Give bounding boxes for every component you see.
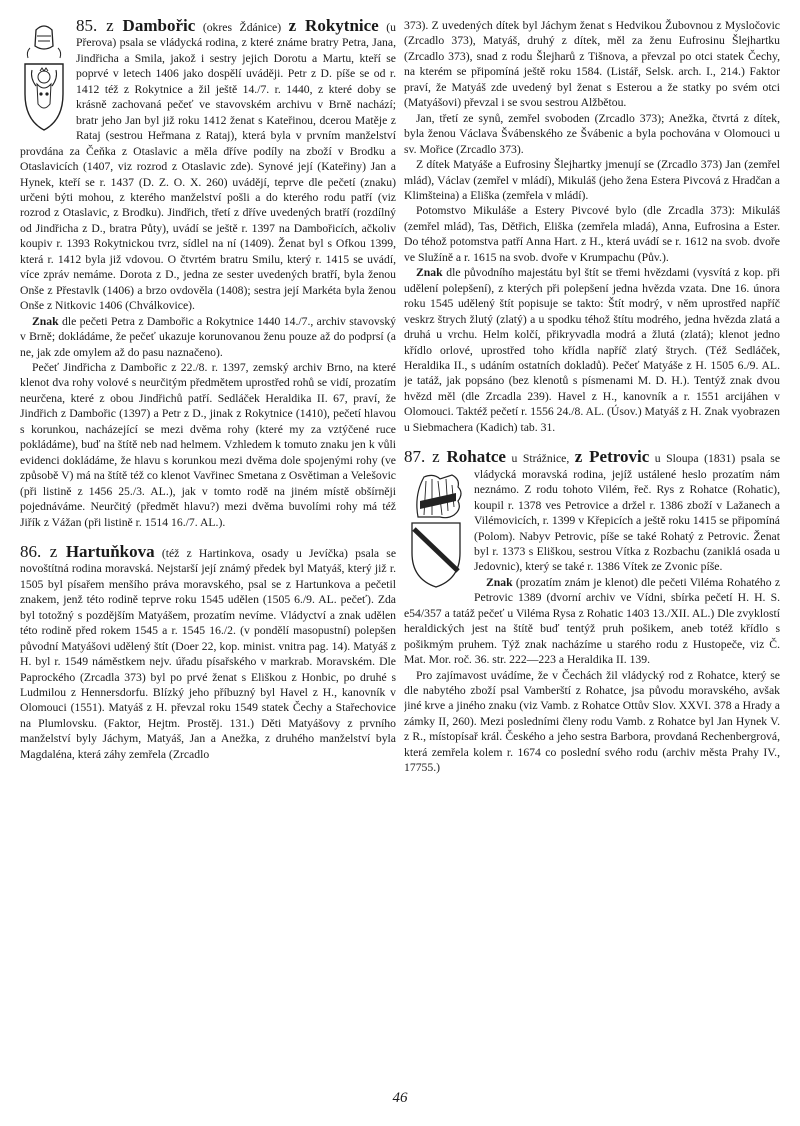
right-column bbox=[404, 18, 780, 1093]
section-86-sons: Jan, třetí ze synů, zemřel svoboden (Zrcadlo 373); Anežka, čtvrtá z dítek, byla ženou Václava Švábenského ze Švábenic a byla pochována v Olomouci u sv. Mořice (Zrcadlo 373). bbox=[404, 111, 780, 156]
section-85-intro: 85. z Dambořic (okres Ždánice) z Rokytnice (u Přerova) psala se vládycká rodina, z které známe bratry Petra, Jana, Jindřicha a Smila, jakož i sestry jejich Dorotu a Martu, kteří se poprvé v letech 1406 jako dospělí uváději. Petr z D. píše se od r. 1412 též z Rokytnice a žil ještě 14./7. r. 1440, z které doby se krásně zachovaná pečeť ve stavovském archivu v Brně nachází; bratr jeho Jan byl již roku 1412 ženat s Kateřinou, dcerou Matěje z Rataj (sestrou Heřmana z Rataj), která byla v prvním manželství provdána za Čeňka z Otaslavic a měla dříve podíly na zboží v Brodku a Otaslavicích (1407, viz rozrod z Otaslavic zde). Synové její (Kateřiny) Jan a Hynek, kteří se r. 1437 (D. Z. O. X. 260) uvádějí, teprve dle pečetí (znaku) určeni býti mohou, z kterého manželství pošli a do kterého rodu patří (viz rozrod z Otaslavic, z Brodku). Jindřich, třetí z dříve uvedených bratří (rozdílný od Jindřicha z D., bratra Půty), uvádí se ještě r. 1397 na Dambořicích, ačkoliv koupiv r. 1393 Rokytnickou tvrz, sídlel na ní (1409). Ženat byl s Ofkou 1399, která r. 1412 byla již vdovou. O čtvrtém bratru Smilu, který r. 1415 se uvádí, více zpráv nemáme. Dorota z D., jedna ze sester uvedených bratří, byla ženou Onše z Přestavlk (1406) a brzo ovdověla (1408); sestra její Markéta byla ženou Onše z Nitkovic 1406 (Chválkovice). bbox=[20, 18, 396, 313]
left-column bbox=[20, 18, 396, 1093]
section-87-coat-of-arms: Znak (prozatím znám je klenot) dle pečeti Viléma Rohatého z Petrovic 1389 (dvorní archiv ve Vídni, sbírka pečetí H. H. S. e54/357 a tatáž pečeť u Viléma Rysa z Rohatic 1403 13./XII. AL.) Dle zvyklostí heraldických jest na štítě buď tentýž pruh pošikem, aneb totéž křídlo s pošikmým pruhem. Týž znak nacházíme u starého rodu z Hustopeče, viz Č. Mat. Mor. roč. 36. str. 222—223 a Heraldika II. 139. bbox=[404, 575, 780, 667]
section-86-descendants: Potomstvo Mikuláše a Estery Pivcové bylo (dle Zrcadla 373): Mikuláš (zemřel mlád), Tas, Dětřich, Eliška (zemřela mladá), Anna, Eufrosina a Ester. Do téhož potomstva patří Anna Hart. z H., která uvádí se r. 1612 na svob. dvoře ve Služíně a r. 1615 na svob. dvoře v Krumpachu (Pův.). bbox=[404, 204, 780, 264]
section-85-seal-paragraph: Pečeť Jindřicha z Dambořic z 22./8. r. 1397, zemský archiv Brno, na které klenot dva rohy volové s neurčitým předmětem uprostřed rohů se vidí, prozatím neurčena, které z obou Jindřichů patří. Sedláček Heraldika II. 67, praví, že Jindřich z Dambořic (1397) a Petr z D., jinak z Rokytnice (1410), pečetí hlavou s korunkou, nacházející se mezi dvěma rohy (které my za vztýčené ruce pokládáme), buď na štítě neb nad helmem. Vzhledem k tomuto znaku jen k vůli evidenci dokládáme, že hlavu s korunkou mezi dvěma dole spojenými rohy (ve způsobě V) má na štítě též co klenot Vavřinec Smetana z Osvětiman a Velešovic (při listině z 1456 25./3. AL.), jak v tomto rodě na jiném místě obšírněji pojednáváme. Neurčitý (předmět hlavu?) mezi dvěma buvolími rohy má též Jiřík z Vážan (při listině r. 1514 16./7. AL.). bbox=[20, 360, 396, 529]
coat-of-arms-wing-icon bbox=[404, 471, 466, 589]
section-85-heading: 85. z Dambořic bbox=[76, 18, 196, 35]
section-87-bohemian-branch: Pro zajímavost uvádíme, že v Čechách žil vládycký rod z Rohatce, který se dle nabytého zboží psal Vamberští z Rohatce, jsa původu moravského, avšak jiné krve a jiného znaku (viz Vamb. z Rohatce Ottův Slov. XXVI. 378 a Hrady a zámky II, 260). Mezi posledními členy rodu Vamb. z Rohatce byl Jan Hynek V. z R., místopísař král. Českého a jeho sestra Barbora, provdaná Rechenbergrová, která zemřela kolem r. 1674 co poslední svého rodu (archiv města Prahy IV., 17755.) bbox=[404, 668, 780, 775]
section-86-continued: 373). Z uvedených dítek byl Jáchym ženat s Hedvikou Žubovnou z Mysločovic (Zrcadlo 373), Matyáš, druhý z dítek, měl za ženu Eufrosinu Šlejhartku (Zrcadlo 373), snad z rodu Šlejharů z Tišnova, a převzal po otci statek Čechy, na kterém se připomíná ještě roku 1584. (Listář, Selsk. arch. I., 214.) Faktor praví, že Matyáš zde uvedený byl ženat s Esterou a že statky po svém otci (Matyášovi) převzal i se svou sestrou Alžbětou. bbox=[404, 19, 780, 110]
section-86-children: Z dítek Matyáše a Eufrosiny Šlejhartky jmenují se (Zrcadlo 373) Jan (zemřel mlád), Václav (zemřel v mládí), Mikuláš (jeho žena Estera Pivcová z Hradčan a Klimšteina) a Eliška (zemřela v mládí). bbox=[404, 158, 780, 202]
coat-of-arms-crowned-woman-icon bbox=[20, 22, 68, 132]
section-86-coat-of-arms: Znak dle původního majestátu byl štít se třemi hvězdami (vysvítá z kop. při udělení polepšení), z kterých při polepšení jedna hvězda vzata. Dne 16. února roku 1545 udělený štít popisuje se takto: Štít modrý, v něm uprostřed napříč veskrz štrych žlutý (zlatý) a u spodku téhož štítu modrého, jedna hvězda zlatá a druhá u vrchu. Helm kolčí, přikryvadla modrá a žlutá (zlatá); klenot jedno křídlo orlové, uprostřed toho křídla napříč zlatý štrych. (Též Sedláček, Heraldika II., s udáním ostatních dokladů). Pečeť Matyáše z H. 1505 6./9. AL. je tatáž, jak popsáno (bez klenotů s písmenami M. D. H.). Tentýž znak dvou hvězd měl (dle Zrcadla 239). Havel z H., kanovník a r. 1551 arcijáhen v Olomouci. Taktéž pečetí r. 1556 24./8. AL. (Úsov.) Matyáš z H. Znak vyobrazen u Siebmachera (Kadich) tab. 31. bbox=[404, 266, 780, 434]
section-87-intro: 87. z Rohatce u Strážnice, z Petrovic u Sloupa (1831) psala se vládycká moravská rodina, jejíž ustálené heslo prozatím nám neznámo. Z rodu tohoto Vilém, řeč. Rys z Rohatce (Rohatic), koupil r. 1378 ves Petrovice a držel r. 1386 zboží v Lažanech a Vilémovicích, r. 1399 v Křepicích a ještě roku 1415 se připomíná (Polom). Nabyv Petrovic, píše se také Rohatý z Petrovic. Ženat byl r. 1373 s Eliškou, sestrou Vítka z Rozbachu (zaniklá osada u Jedovnic), který se také r. 1386 Vítek ze Zvonic píše. bbox=[404, 449, 780, 575]
section-85-coat-of-arms: Znak dle pečeti Petra z Dambořic a Rokytnice 1440 14./7., archiv stavovský v Brně; dokládáme, že pečeť ukazuje korunovanou ženu pouze až do podprsí (a ne, jak zde omylem až do pasu naznačeno). bbox=[20, 314, 396, 359]
section-86-heading: 86. z Hartuňkova bbox=[20, 541, 155, 561]
section-86-intro: 86. z Hartuňkova (též z Hartinkova, osady u Jevíčka) psala se novoštítná rodina moravská. Nejstarší její známý předek byl Matyáš, který již r. 1505 byl písařem menšího práva moravského, psal se z Hartunkova a pečetil znakem, jenž této rodině teprve roku 1545 udělen (1505 6./9. AL. pečeť). Zda byl totožný s pozdějším Matyášem, prozatím nevíme. Vládyctví a znak udělen této rodině před rokem 1545 a r. 1545 16./2. (v pondělí masopustní) polepšen původní Matyášovi udělený štít (Doer 22, kop. minist. vnitra pag. 14). Matyáš z H. byl r. 1549 náměstkem nejv. úřadu písařského v markrab. Moravském. Dle Paprockého (Zrcadla 373) byl po prvé ženat s Eliškou z Honbic, po druhé s Ludmilou z Hennersdorfu. Blízký jeho příbuzný byl Havel z H., kanovník v Olomouci (1551). Matyáš z H. převzal roku 1549 statek Čechy a Stařechovice na Plumlovsku. (Faktor, Hejtm. Prostěj. 131.) Děti Matyášovy z prvního manželství byly Jáchym, Matyáš, Jan a Anežka, z druhého manželství byla Magdaléna, která záhy zemřela (Zrcadlo bbox=[20, 541, 396, 761]
section-87-heading: 87. z Rohatce bbox=[404, 447, 506, 467]
page-number: 46 bbox=[392, 1090, 408, 1106]
